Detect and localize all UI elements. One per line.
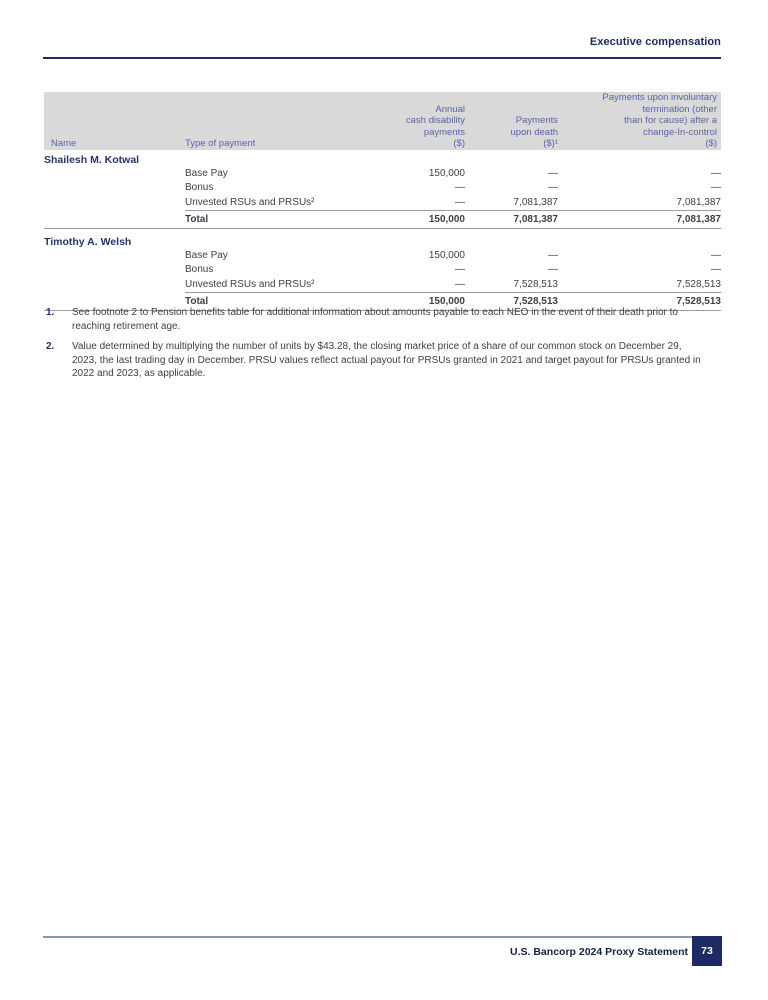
col-header-annual-cash-disability: Annual cash disability payments ($) [405, 103, 465, 149]
executive-name: Shailesh M. Kotwal [44, 153, 140, 166]
cic-value: 7,528,513 [676, 278, 721, 290]
executive-name: Timothy A. Welsh [44, 235, 132, 248]
table-row [44, 167, 721, 182]
payment-type: Bonus [185, 264, 214, 275]
footnote-number: 2. [46, 341, 55, 352]
col-header-payments-upon-death: Payments upon death ($)¹ [510, 115, 558, 149]
table-row [44, 249, 721, 264]
total-death-value: 7,081,387 [465, 211, 558, 229]
total-disability-value: 150,000 [335, 293, 465, 311]
col-header-name: Name [51, 138, 77, 149]
total-label: Total [185, 293, 335, 311]
compensation-table [44, 92, 721, 311]
table-row [44, 196, 721, 211]
payment-type: Unvested RSUs and PRSUs² [185, 278, 315, 290]
total-cic-value: 7,081,387 [558, 211, 721, 229]
death-value: 7,528,513 [513, 278, 558, 290]
death-value: — [548, 249, 558, 261]
payment-type: Base Pay [185, 167, 228, 179]
footnote-1 [46, 306, 708, 333]
total-death-value: 7,528,513 [465, 293, 558, 311]
death-value: — [548, 167, 558, 179]
disability-value: — [455, 264, 465, 275]
col-header-type-of-payment: Type of payment [185, 138, 256, 149]
payment-type: Base Pay [185, 249, 228, 261]
disability-value: 150,000 [428, 167, 465, 179]
total-row [44, 211, 721, 229]
footer-document-title: U.S. Bancorp 2024 Proxy Statement [510, 946, 688, 958]
death-value: 7,081,387 [513, 196, 558, 208]
table-row [44, 181, 721, 196]
footnote-text: See footnote 2 to Pension benefits table for additional information about amounts payable to each NEO in the event of their death prior to reaching retirement age. [72, 307, 678, 332]
footnote-2 [46, 340, 708, 381]
executive-name-row [44, 228, 721, 249]
disability-value: 150,000 [428, 249, 465, 261]
cic-value: 7,081,387 [676, 196, 721, 208]
total-cic-value: 7,528,513 [558, 293, 721, 311]
page-number-badge: 73 [692, 936, 722, 966]
page-title: Executive compensation [589, 36, 721, 48]
total-label: Total [185, 211, 335, 229]
disability-value: — [455, 278, 465, 290]
executive-name-row [44, 150, 721, 167]
payment-type: Unvested RSUs and PRSUs² [185, 196, 315, 208]
footnotes-section [46, 306, 708, 388]
header-divider [43, 57, 721, 59]
cic-value: — [711, 167, 721, 179]
disability-value: — [455, 182, 465, 193]
col-header-involuntary-termination: Payments upon involuntary termination (other than for cause) after a change-In-control ($) [602, 92, 717, 149]
table-header-row [44, 92, 721, 150]
table-row [44, 278, 721, 293]
footnote-number: 1. [46, 307, 55, 318]
table-row [44, 263, 721, 278]
total-disability-value: 150,000 [335, 211, 465, 229]
footer-divider [43, 936, 692, 938]
payment-type: Bonus [185, 182, 214, 193]
disability-value: — [455, 196, 465, 208]
cic-value: — [711, 249, 721, 261]
cic-value: — [711, 182, 721, 193]
death-value: — [548, 182, 558, 193]
footnote-text: Value determined by multiplying the number of units by $43.28, the closing market price of a share of our common stock on December 29, 2023, the last trading day in December. PRSU values reflect actual payout for PRSUs granted in 2021 and target payout for PRSUs granted in 2022 and 2023, as applicable. [72, 341, 701, 379]
death-value: — [548, 264, 558, 275]
compensation-table-container [44, 92, 721, 311]
cic-value: — [711, 264, 721, 275]
